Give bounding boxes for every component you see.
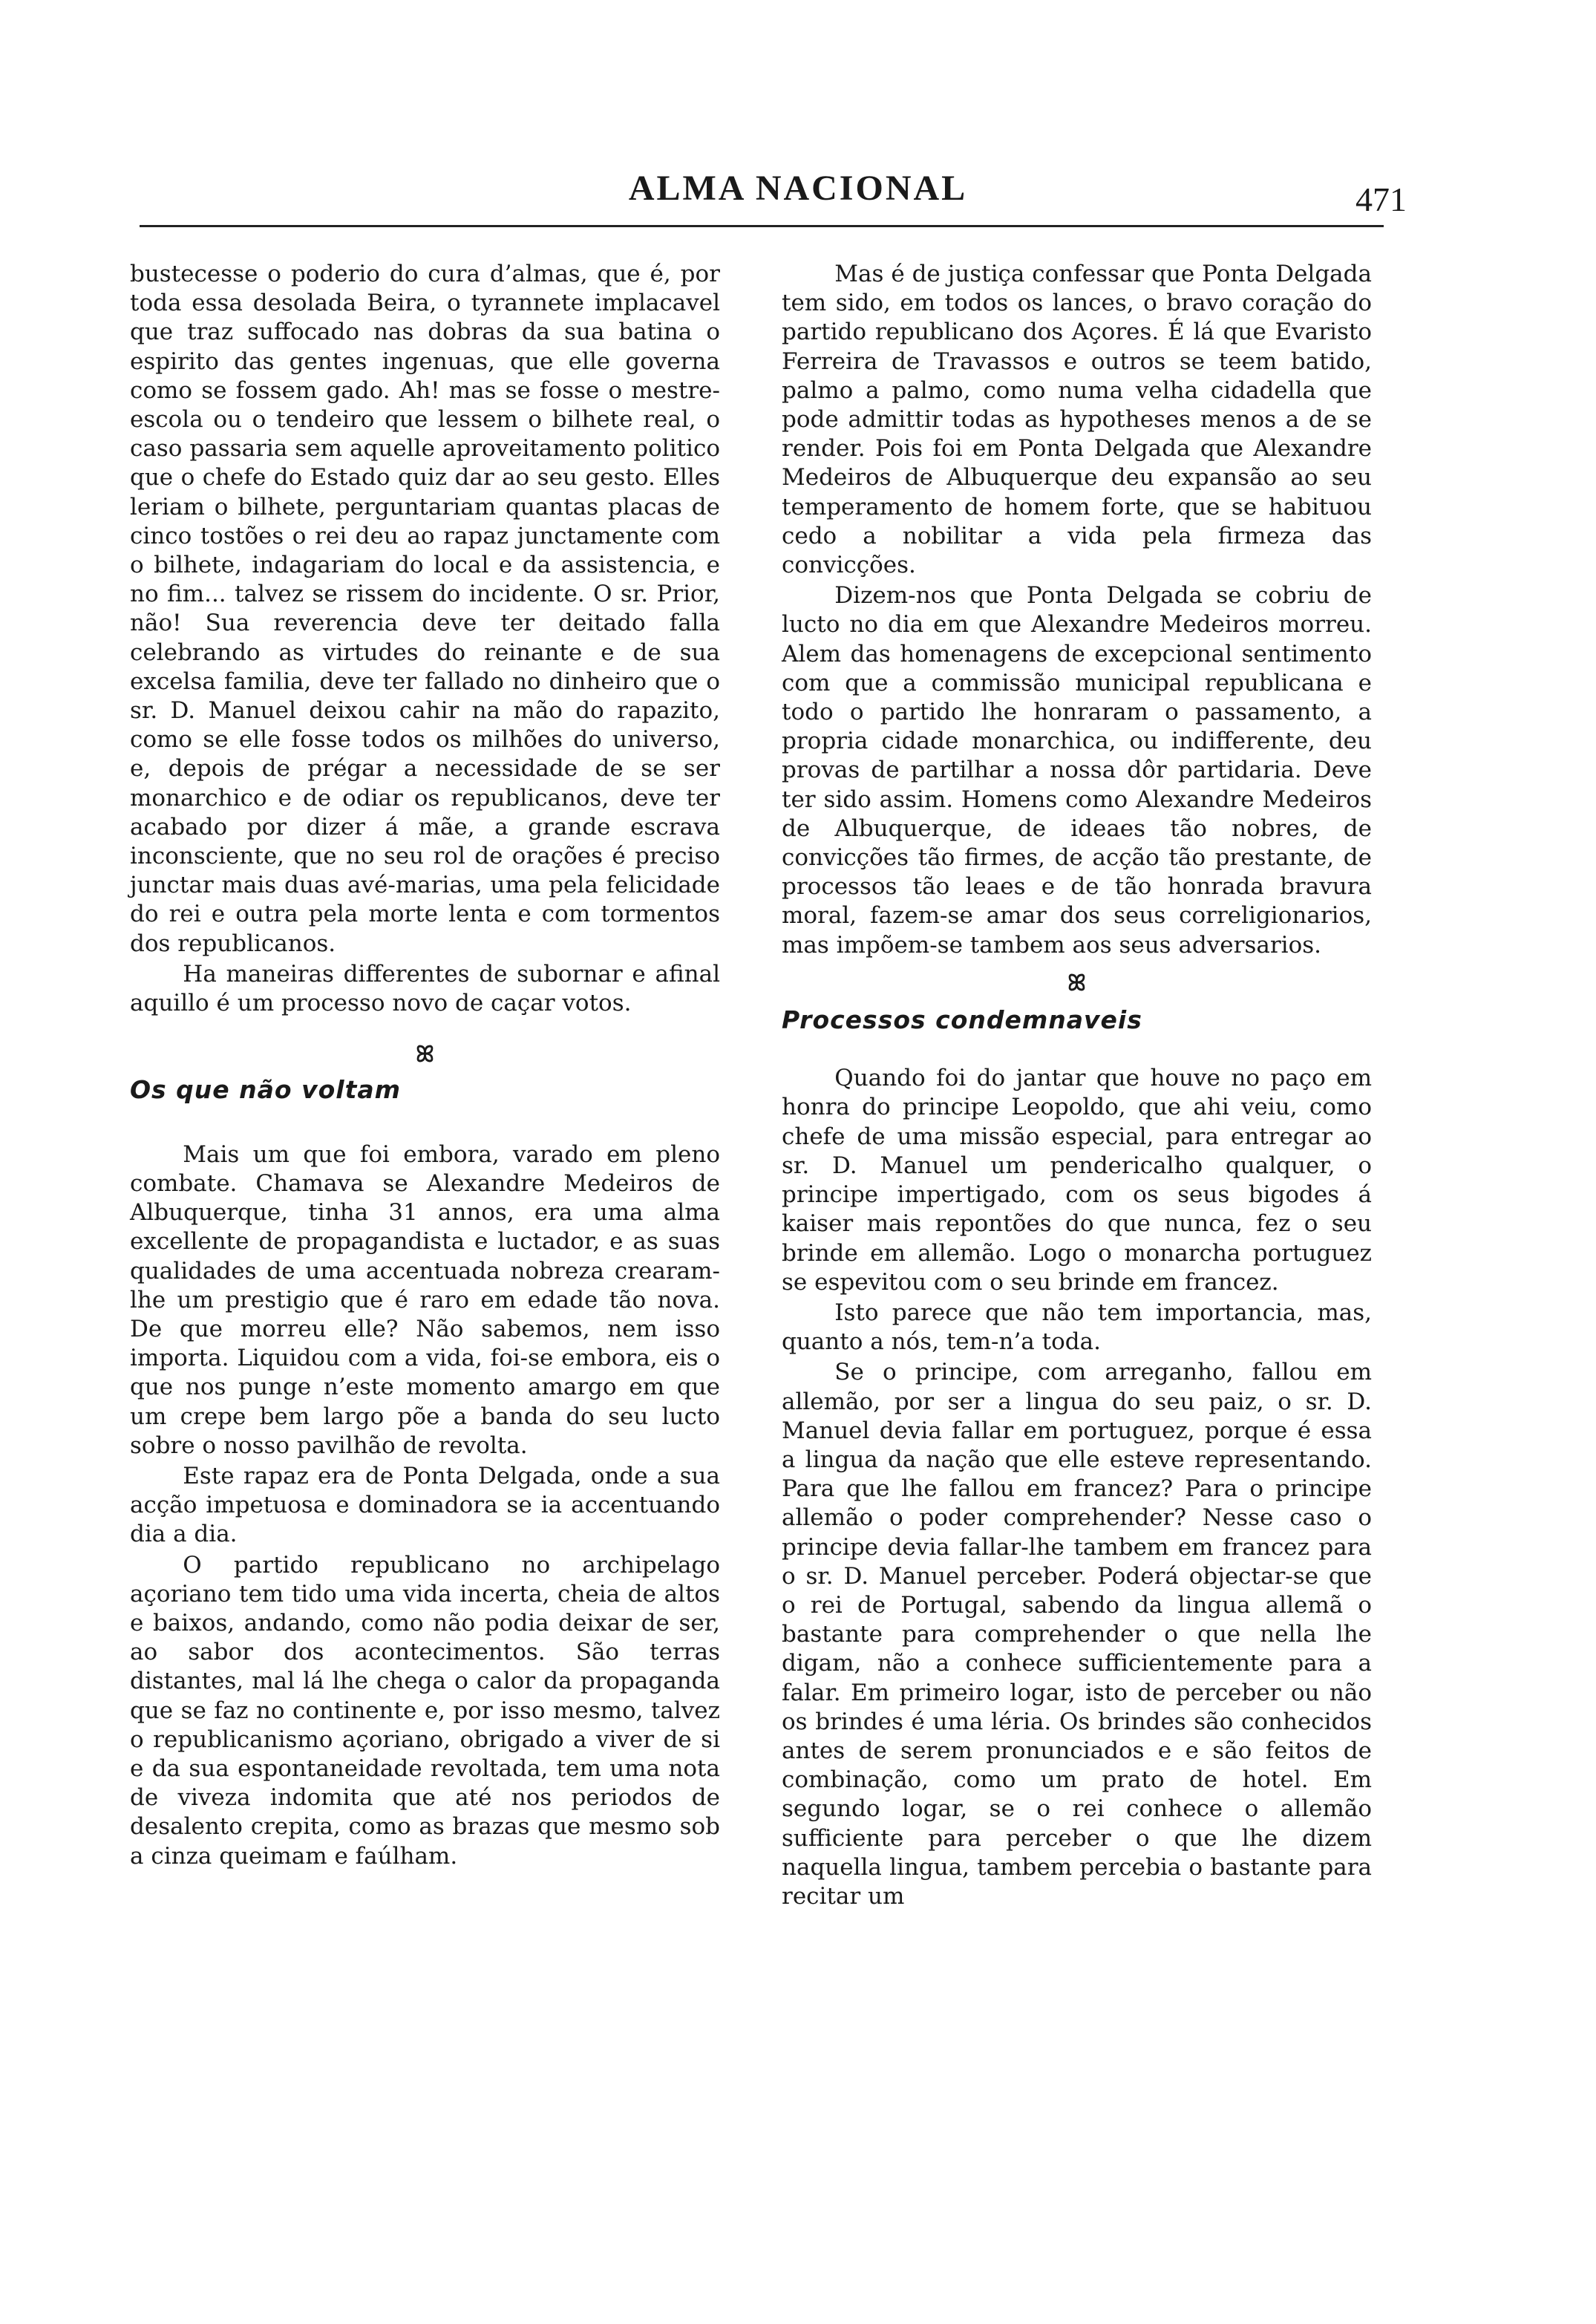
paragraph: O partido republicano no archipelago açoriano tem tido uma vida incerta, cheia de altos e baixos, andando, como não podia deixar de ser, ao sabor dos acontecimentos. São terras distantes, mal lá lhe chega o calor da propaganda que se faz no continente e, por isso mesmo, talvez o republicanismo açoriano, obrigado a viver de si e da sua espontaneidade revoltada, tem uma nota de viveza indomita que até nos periodos de desalento crepita, como as brazas que mesmo sob a cinza queimam e faúlham. bbox=[130, 1551, 720, 1870]
section-divider-ornament: ꕤ bbox=[416, 1042, 434, 1068]
paragraph: Mais um que foi embora, varado em pleno combate. Chamava se Alexandre Medeiros de Albuquerque, tinha 31 annos, era uma alma excellente de propagandista e luctador, e as suas qualidades de uma accentuada nobreza crearam-lhe um prestigio que é raro em edade tão nova. De que morreu elle? Não sabemos, nem isso importa. Liquidou com a vida, foi-se embora, eis o que nos punge n’este momento amargo em que um crepe bem largo põe a banda do seu lucto sobre o nosso pavilhão de revolta. bbox=[130, 1140, 720, 1459]
section-title: Os que não voltam bbox=[130, 1075, 402, 1105]
header-rule bbox=[140, 225, 1384, 227]
paragraph: Este rapaz era de Ponta Delgada, onde a sua acção impetuosa e dominadora se ia accentuando dia a dia. bbox=[130, 1462, 720, 1548]
paragraph: Dizem-nos que Ponta Delgada se cobriu de lucto no dia em que Alexandre Medeiros morreu. Alem das homenagens de excepcional sentimento com que a commissão municipal republicana e todo o partido lhe honraram o passamento, a propria cidade monarchica, ou indifferente, deu provas de partilhar a nossa dôr partidaria. Deve ter sido assim. Homens como Alexandre Medeiros de Albuquerque, de ideaes tão nobres, de convicções tão firmes, de acção tão prestante, de processos tão leaes e de tão honrada bravura moral, fazem-se amar dos seus correligionarios, mas impõem-se tambem aos seus adversarios. bbox=[782, 582, 1372, 959]
paragraph: Mas é de justiça confessar que Ponta Delgada tem sido, em todos os lances, o bravo coração do partido republicano dos Açores. É lá que Evaristo Ferreira de Travassos e outros se teem batido, palmo a palmo, como numa velha cidadella que pode admittir todas as hypotheses menos a de se render. Pois foi em Ponta Delgada que Alexandre Medeiros de Albuquerque deu expansão ao seu temperamento de homem forte, que se habituou cedo a nobilitar a vida pela firmeza das convicções. bbox=[782, 261, 1372, 579]
left-column bbox=[130, 260, 720, 1871]
right-column bbox=[782, 260, 1372, 1911]
paragraph: Ha maneiras differentes de subornar e afinal aquillo é um processo novo de caçar votos. bbox=[130, 960, 720, 1017]
section-divider-ornament: ꕤ bbox=[1067, 970, 1086, 996]
paragraph: Quando foi do jantar que houve no paço em honra do principe Leopoldo, que ahi veiu, como chefe de uma missão especial, para entregar ao sr. D. Manuel um pendericalho qualquer, o principe impertigado, com os seus bigodes á kaiser mais repontões do que nunca, fez o seu brinde em allemão. Logo o monarcha portuguez se espevitou com o seu brinde em francez. bbox=[782, 1065, 1372, 1296]
paragraph: Isto parece que não tem importancia, mas, quanto a nós, tem-n’a toda. bbox=[782, 1299, 1372, 1356]
section-title: Processos condemnaveis bbox=[782, 1005, 1142, 1035]
journal-title: ALMA NACIONAL bbox=[628, 169, 968, 208]
paragraph: bustecesse o poderio do cura d’almas, que é, por toda essa desolada Beira, o tyrannete implacavel que traz suffocado nas dobras da sua batina o espirito das gentes ingenuas, que elle governa como se fossem gado. Ah! mas se fosse o mestre-escola ou o tendeiro que lessem o bilhete real, o caso passaria sem aquelle aproveitamento politico que o chefe do Estado quiz dar ao seu gesto. Elles leriam o bilhete, perguntariam quantas placas de cinco tostões o rei deu ao rapaz junctamente com o bilhete, indagariam do local e da assistencia, e no fim... talvez se rissem do incidente. O sr. Prior, não! Sua reverencia deve ter deitado falla celebrando as virtudes do reinante e de sua excelsa familia, deve ter fallado no dinheiro que o sr. D. Manuel deixou cahir na mão do rapazito, como se elle fosse todos os milhões do universo, e, depois de prégar a necessidade de se ser monarchico e de odiar os republicanos, deve ter acabado por dizer á mãe, a grande escrava inconsciente, que no seu rol de orações é preciso junctar mais duas avé-marias, uma pela felicidade do rei e outra pela morte lenta e com tormentos dos republicanos. bbox=[130, 261, 720, 957]
paragraph: Se o principe, com arreganho, fallou em allemão, por ser a lingua do seu paiz, o sr. D. Manuel devia fallar em portuguez, porque é essa a lingua da nação que elle esteve representando. Para que lhe fallou em francez? Para o principe allemão o poder comprehender? Nesse caso o principe devia fallar-lhe tambem em francez para o sr. D. Manuel perceber. Poderá objectar-se que o rei de Portugal, sabendo da lingua allemã o bastante para comprehender o que nella lhe digam, não a conhece sufficientemente para a falar. Em primeiro logar, isto de perceber ou não os brindes é uma léria. Os brindes são conhecidos antes de serem pronunciados e e são feitos de combinação, como um prato de hotel. Em segundo logar, se o rei conhece o allemão sufficiente para perceber o que lhe dizem naquella lingua, tambem percebia o bastante para recitar um bbox=[782, 1359, 1372, 1910]
page-number: 471 bbox=[1355, 180, 1407, 218]
